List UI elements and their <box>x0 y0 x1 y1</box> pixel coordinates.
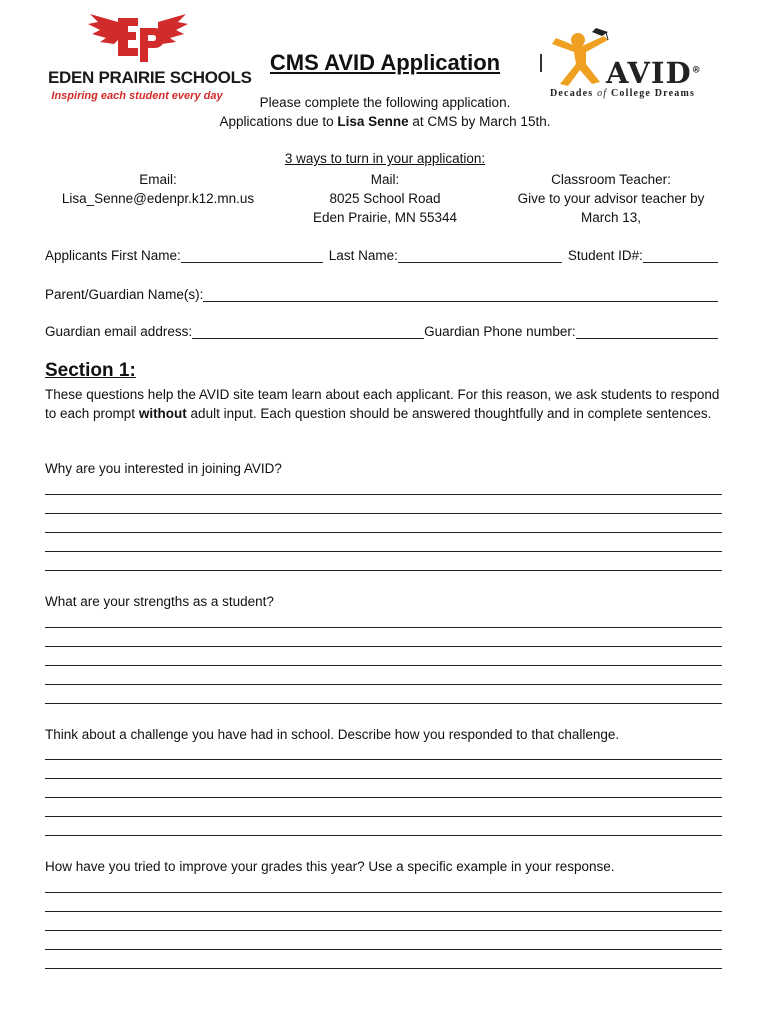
teacher-line2: March 13, <box>580 210 642 225</box>
answer-line[interactable] <box>45 835 722 836</box>
answer-line[interactable] <box>45 570 722 571</box>
first-name-label: Applicants First Name: <box>45 248 181 263</box>
mail-option <box>265 170 505 227</box>
answer-line[interactable] <box>45 930 722 931</box>
question-2: What are your strengths as a student? <box>45 594 274 609</box>
teacher-line1: Give to your advisor teacher by <box>517 191 705 206</box>
last-name-label: Last Name: <box>328 248 398 263</box>
last-name-field[interactable] <box>398 248 562 263</box>
answer-line[interactable] <box>45 778 722 779</box>
avid-tagline: Decades of College Dreams <box>550 88 696 99</box>
mail-label: Mail: <box>370 172 400 187</box>
question-3: Think about a challenge you have had in school. Describe how you responded to that challenge. <box>45 727 620 742</box>
answer-line[interactable] <box>45 646 722 647</box>
guardian-names-field[interactable] <box>203 287 718 302</box>
avid-wordmark: AVID® <box>606 56 702 90</box>
answer-line[interactable] <box>45 684 722 685</box>
answer-line[interactable] <box>45 911 722 912</box>
answer-line[interactable] <box>45 797 722 798</box>
answer-line[interactable] <box>45 532 722 533</box>
guardian-contact-row <box>45 319 718 339</box>
question-4: How have you tried to improve your grades this year? Use a specific example in your response. <box>45 859 615 874</box>
page-title: CMS AVID Application <box>269 50 501 75</box>
section-1-intro: These questions help the AVID site team learn about each applicant. For this reason, we ask students to respond to each prompt without adult input. Each question should be answered thoughtfully and in complete sentences. <box>45 387 720 421</box>
answer-line[interactable] <box>45 665 722 666</box>
guardian-name-row <box>45 282 718 302</box>
answer-line[interactable] <box>45 949 722 950</box>
teacher-label: Classroom Teacher: <box>551 172 671 187</box>
answer-line[interactable] <box>45 703 722 704</box>
answer-line[interactable] <box>45 494 722 495</box>
email-option <box>38 170 278 208</box>
guardian-names-label: Parent/Guardian Name(s): <box>45 287 204 302</box>
question-1: Why are you interested in joining AVID? <box>45 461 282 476</box>
district-name: EDEN PRAIRIE SCHOOLS <box>48 68 252 87</box>
answer-line[interactable] <box>45 513 722 514</box>
mail-address-line1: 8025 School Road <box>329 191 441 206</box>
guardian-phone-label: Guardian Phone number: <box>424 324 576 339</box>
guardian-email-field[interactable] <box>192 324 424 339</box>
mail-address-line2: Eden Prairie, MN 55344 <box>312 210 458 225</box>
email-value: Lisa_Senne@edenpr.k12.mn.us <box>61 191 255 206</box>
instruction-text: Please complete the following application. <box>259 95 511 110</box>
answer-line[interactable] <box>45 892 722 893</box>
guardian-email-label: Guardian email address: <box>45 324 193 339</box>
answer-line[interactable] <box>45 816 722 817</box>
teacher-option <box>490 170 732 227</box>
first-name-field[interactable] <box>181 248 323 263</box>
turn-in-heading: 3 ways to turn in your application: <box>284 151 486 166</box>
guardian-phone-field[interactable] <box>576 324 718 339</box>
answer-line[interactable] <box>45 627 722 628</box>
email-label: Email: <box>139 172 177 187</box>
due-date-text: Applications due to Lisa Senne at CMS by March 15th. <box>219 114 551 129</box>
student-id-label: Student ID#: <box>567 248 643 263</box>
student-id-field[interactable] <box>643 248 718 263</box>
answer-line[interactable] <box>45 968 722 969</box>
applicant-name-row <box>45 243 718 263</box>
answer-line[interactable] <box>45 759 722 760</box>
answer-line[interactable] <box>45 551 722 552</box>
section-1-heading: Section 1: <box>45 360 136 381</box>
district-tagline: Inspiring each student every day <box>51 90 223 102</box>
